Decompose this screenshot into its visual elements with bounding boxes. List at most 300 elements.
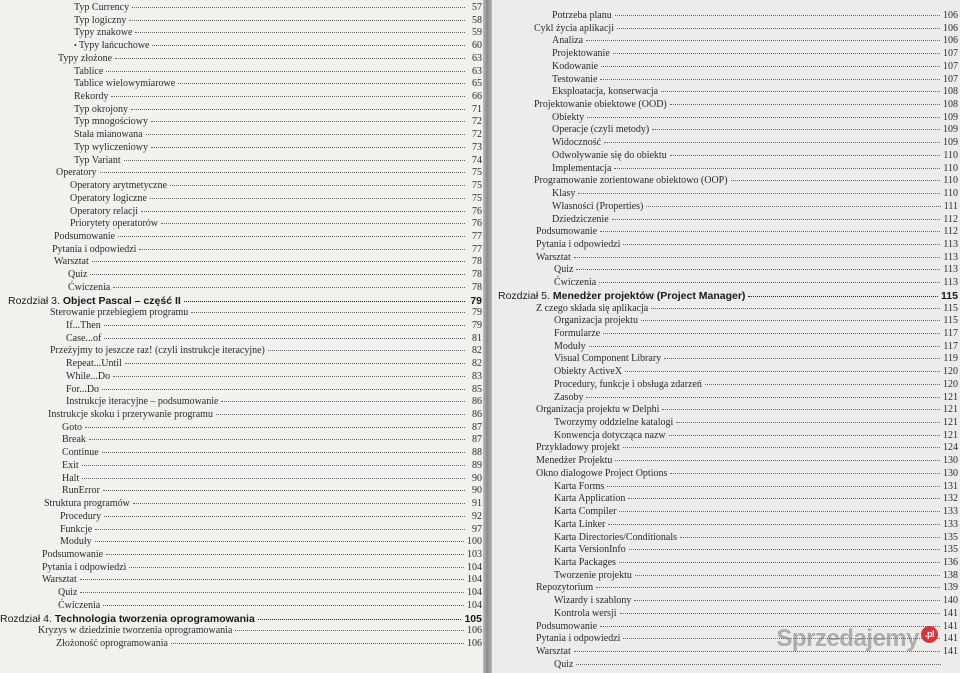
entry-title <box>536 226 597 237</box>
entry-title <box>554 417 673 428</box>
dot-leader <box>92 261 465 262</box>
page-number: 88 <box>472 447 482 459</box>
entry-title <box>62 434 86 445</box>
toc-entry <box>552 188 958 201</box>
page-number: 79 <box>472 320 482 331</box>
page-number: 76 <box>472 205 482 217</box>
page-number: 82 <box>472 358 482 370</box>
entry-text: Projektowanie <box>552 48 610 60</box>
entry-title <box>48 409 213 420</box>
entry-text: Operacje (czyli metody) <box>552 124 650 136</box>
entry-title <box>554 481 604 492</box>
page-number: 121 <box>943 429 958 441</box>
entry-text: Procedury, funkcje i obsługa zdarzeń <box>554 378 702 390</box>
book-gutter <box>483 0 492 673</box>
entry-title <box>536 303 648 314</box>
dot-leader <box>106 71 465 72</box>
toc-entry <box>56 638 482 651</box>
entry-text: Karta Application <box>554 493 626 505</box>
dot-leader <box>115 58 465 59</box>
entry-text: Instrukcje iteracyjne – podsumowanie <box>66 396 219 408</box>
entry-title <box>552 35 583 46</box>
page-number: 113 <box>943 277 958 289</box>
dot-leader <box>623 447 940 448</box>
entry-title <box>70 206 138 217</box>
toc-entry <box>534 175 958 188</box>
entry-title <box>552 48 610 59</box>
entry-text: Typ wyliczeniowy <box>74 141 149 153</box>
toc-entry <box>554 570 958 583</box>
dot-leader <box>615 15 940 16</box>
toc-entry <box>38 625 482 638</box>
entry-text: Sterowanie przebiegiem programu <box>50 307 189 319</box>
page-number: 104 <box>467 599 482 611</box>
toc-entry <box>74 2 482 15</box>
toc-entry <box>554 532 958 545</box>
entry-title <box>56 638 168 649</box>
entry-text: Visual Component Library <box>554 353 662 365</box>
dot-leader <box>600 79 940 80</box>
page-number: 87 <box>472 421 482 433</box>
chapter-number: Rozdział 5. <box>498 289 550 302</box>
entry-title <box>56 167 97 178</box>
entry-text: Stała mianowana <box>74 129 143 141</box>
toc-entry <box>74 78 482 91</box>
entry-text: Podsumowanie <box>54 230 116 242</box>
toc-entry <box>552 201 958 214</box>
entry-text: Warsztat <box>536 251 571 263</box>
entry-title <box>62 422 82 433</box>
entry-title <box>552 137 601 148</box>
entry-title <box>38 625 232 636</box>
dot-leader <box>669 435 940 436</box>
toc-entry <box>66 396 482 409</box>
page-number: 141 <box>943 607 958 619</box>
entry-title <box>536 621 597 632</box>
toc-entry <box>552 10 958 23</box>
entry-text: Widoczność <box>552 137 602 149</box>
entry-text: Struktura programów <box>44 498 130 510</box>
page-number: 100 <box>467 536 482 548</box>
entry-text: Potrzeba planu <box>552 10 612 21</box>
chapter-name: Menedżer projektów (Project Manager) <box>552 289 746 302</box>
dot-leader <box>124 160 465 161</box>
entry-text: Dziedziczenie <box>552 213 609 225</box>
dot-leader <box>576 664 941 665</box>
page-number: 113 <box>943 251 958 263</box>
chapter-name: Technologia tworzenia oprogramowania <box>54 612 255 625</box>
entry-text: If...Then <box>66 320 101 331</box>
page-number: 121 <box>943 404 958 416</box>
page-number: 136 <box>943 556 958 568</box>
entry-title <box>554 493 625 504</box>
entry-title <box>536 633 620 644</box>
toc-entry <box>552 86 958 99</box>
toc-entry <box>74 27 482 40</box>
entry-text: Podsumowanie <box>536 226 598 238</box>
toc-entry <box>552 163 958 176</box>
entry-title <box>554 570 632 581</box>
dot-leader <box>100 172 465 173</box>
page-number: 110 <box>943 149 958 161</box>
dot-leader <box>628 498 940 499</box>
entry-title <box>554 353 661 364</box>
entry-text: Operatory relacji <box>70 205 139 217</box>
toc-entry <box>68 282 482 295</box>
entry-text: Tworzenie projektu <box>554 569 632 581</box>
dot-leader <box>103 605 464 606</box>
dot-leader <box>171 643 464 644</box>
page-number: 104 <box>467 574 482 586</box>
page-number: 130 <box>943 455 958 467</box>
entry-text: Złożoność oprogramowania <box>56 638 168 649</box>
dot-leader <box>82 478 465 479</box>
entry-title <box>66 320 101 331</box>
entry-text: Przykładowy projekt <box>536 442 620 454</box>
chapter-entry <box>0 613 482 626</box>
toc-entry <box>74 40 482 53</box>
page-number: 79 <box>470 294 482 307</box>
dot-leader <box>599 282 940 283</box>
entry-title <box>552 150 667 161</box>
page-number: 108 <box>943 86 958 98</box>
entry-text: Tablice wielowymiarowe <box>74 78 176 90</box>
entry-title <box>536 646 571 657</box>
page-number: 73 <box>472 141 482 153</box>
entry-title <box>536 582 593 593</box>
dot-leader <box>90 274 465 275</box>
page-number: 120 <box>943 366 958 378</box>
toc-entry <box>554 659 958 672</box>
dot-leader <box>652 129 940 130</box>
bullet-mark: • <box>74 41 79 51</box>
toc-entry <box>54 231 482 244</box>
entry-text: Kodowanie <box>552 60 599 72</box>
entry-text: Pytania i odpowiedzi <box>52 243 137 255</box>
dot-leader <box>629 549 940 550</box>
page-number: 75 <box>472 180 482 192</box>
toc-entry <box>554 557 958 570</box>
toc-entry <box>536 582 958 595</box>
page-number: 77 <box>472 243 482 255</box>
entry-title <box>554 341 586 352</box>
page-number: 112 <box>943 226 958 238</box>
entry-text: Priorytety operatorów <box>70 218 159 230</box>
dot-leader <box>191 312 465 313</box>
entry-text: Ćwiczenia <box>58 599 101 611</box>
dot-leader <box>170 185 465 186</box>
chapter-name: Object Pascal – część II <box>62 294 181 307</box>
entry-title <box>42 574 77 585</box>
dot-leader <box>661 91 940 92</box>
dot-leader <box>651 308 940 309</box>
page-number: 109 <box>943 124 958 136</box>
dot-leader <box>662 409 940 410</box>
page-number: 83 <box>472 370 482 382</box>
page-number: 113 <box>943 238 958 250</box>
entry-title <box>66 333 101 344</box>
toc-entry <box>54 256 482 269</box>
entry-text: Wizardy i szablony <box>554 595 632 607</box>
toc-entry <box>536 468 958 481</box>
entry-title <box>74 27 132 38</box>
entry-title <box>536 442 620 453</box>
entry-text: Pytania i odpowiedzi <box>536 238 621 250</box>
page-number: 106 <box>467 638 482 649</box>
dot-leader <box>150 198 465 199</box>
dot-leader <box>104 338 465 339</box>
toc-entry <box>50 307 482 320</box>
entry-text: Przeżyjmy to jeszcze raz! (czyli instrukcje iteracyjne) <box>50 345 265 357</box>
entry-title <box>42 549 103 560</box>
toc-entry <box>536 239 958 252</box>
page-number: 106 <box>943 22 958 34</box>
dot-leader <box>604 142 940 143</box>
toc-entry <box>536 303 958 316</box>
entry-title <box>62 447 99 458</box>
entry-text: Exit <box>62 459 79 471</box>
dot-leader <box>670 155 941 156</box>
page-number: 117 <box>943 340 958 352</box>
dot-leader <box>596 587 940 588</box>
page-number: 111 <box>943 200 958 212</box>
toc-entry <box>70 193 482 206</box>
entry-text: Organizacja projektu <box>554 315 638 327</box>
toc-entry <box>554 506 958 519</box>
entry-title <box>554 608 617 619</box>
dot-leader <box>139 249 465 250</box>
entry-text: Quiz <box>58 587 78 599</box>
entry-title <box>70 218 158 229</box>
page-number: 104 <box>467 587 482 599</box>
dot-leader <box>118 236 465 237</box>
dot-leader <box>576 269 940 270</box>
toc-entry <box>68 269 482 282</box>
page-number: 90 <box>472 472 482 484</box>
toc-entry <box>554 544 958 557</box>
page-number: 71 <box>472 103 482 115</box>
page-number: 86 <box>472 396 482 408</box>
toc-entry <box>554 353 958 366</box>
entry-text: Typ logiczny <box>74 14 127 26</box>
entry-title <box>74 2 129 13</box>
page-number: 115 <box>943 302 958 314</box>
dot-leader <box>586 40 940 41</box>
page-number: 121 <box>943 417 958 429</box>
toc-entry <box>74 104 482 117</box>
dot-leader <box>133 503 465 504</box>
dot-leader <box>151 121 465 122</box>
toc-entry <box>554 366 958 379</box>
toc-entry <box>534 99 958 112</box>
entry-title <box>554 366 622 377</box>
toc-entry <box>552 112 958 125</box>
watermark-tld: .pl <box>921 626 938 643</box>
dot-leader <box>603 333 940 334</box>
entry-text: Moduły <box>554 340 586 352</box>
page-number: 119 <box>943 353 958 365</box>
entry-text: Eksploatacja, konserwacja <box>552 86 659 98</box>
entry-text: Goto <box>62 421 82 433</box>
page-number: 78 <box>472 281 482 293</box>
dot-leader <box>152 45 465 46</box>
entry-text: Typ Currency <box>74 2 130 13</box>
dot-leader <box>635 575 940 576</box>
page-number: 117 <box>943 328 958 339</box>
dot-leader <box>135 32 465 33</box>
page-number: 65 <box>472 78 482 90</box>
chapter-title <box>8 295 181 307</box>
toc-entry <box>554 519 958 532</box>
entry-text: Repozytorium <box>536 582 594 594</box>
entry-title <box>60 524 92 535</box>
entry-text: Repeat...Until <box>66 358 122 370</box>
dot-leader <box>619 511 940 512</box>
entry-title <box>536 239 620 250</box>
entry-title <box>44 498 130 509</box>
page-number: 63 <box>472 52 482 64</box>
chapter-entry <box>498 290 958 303</box>
dot-leader <box>586 397 940 398</box>
page-number: 109 <box>943 111 958 123</box>
toc-entry <box>60 536 482 549</box>
dot-leader <box>102 389 465 390</box>
entry-text: While...Do <box>66 370 111 382</box>
entry-title <box>554 392 583 403</box>
entry-text: Typy łańcuchowe <box>78 40 150 52</box>
entry-title <box>554 277 596 288</box>
entry-text: Cykl życia aplikacji <box>534 22 614 34</box>
toc-entry <box>74 155 482 168</box>
entry-text: Typ okrojony <box>74 103 129 115</box>
dot-leader <box>614 168 940 169</box>
toc-entry <box>50 345 482 358</box>
toc-entry <box>62 460 482 473</box>
page-number: 76 <box>472 218 482 230</box>
entry-text: Ćwiczenia <box>68 281 111 293</box>
entry-title <box>74 155 121 166</box>
entry-title <box>552 188 575 199</box>
entry-title <box>58 53 112 64</box>
entry-text: Halt <box>62 472 80 484</box>
entry-title <box>536 252 571 263</box>
entry-title <box>58 600 100 611</box>
dot-leader <box>102 452 465 453</box>
entry-text: Testowanie <box>552 73 598 85</box>
entry-text: RunError <box>62 485 100 497</box>
toc-entry <box>74 129 482 142</box>
page-number: 141 <box>943 646 958 657</box>
page-number: 79 <box>472 307 482 319</box>
dot-leader <box>89 439 465 440</box>
toc-entry <box>62 447 482 460</box>
dot-leader <box>82 465 465 466</box>
dot-leader <box>748 296 938 297</box>
dot-leader <box>268 350 465 351</box>
toc-entry <box>56 167 482 180</box>
entry-text: Typ Variant <box>74 154 121 166</box>
dot-leader <box>111 96 465 97</box>
entry-text: Implementacja <box>552 162 612 174</box>
page-number: 66 <box>472 91 482 103</box>
entry-title <box>534 175 728 186</box>
dot-leader <box>151 147 465 148</box>
entry-title <box>554 532 677 543</box>
toc-entry <box>552 214 958 227</box>
dot-leader <box>608 524 940 525</box>
toc-entry <box>554 493 958 506</box>
page-number: 133 <box>943 518 958 530</box>
page-number: 107 <box>943 48 958 60</box>
dot-leader <box>664 358 940 359</box>
dot-leader <box>705 384 940 385</box>
dot-leader <box>641 320 940 321</box>
page-number: 78 <box>472 256 482 268</box>
entry-title <box>552 112 584 123</box>
entry-title <box>74 40 149 51</box>
entry-title <box>554 544 626 555</box>
page-number: 110 <box>943 175 958 187</box>
dot-leader <box>95 541 464 542</box>
entry-text: Z czego składa się aplikacja <box>536 302 649 314</box>
page-number: 75 <box>472 192 482 204</box>
page-number: 132 <box>943 493 958 505</box>
page-number: 77 <box>472 230 482 242</box>
entry-text: Karta Forms <box>554 480 605 492</box>
entry-title <box>554 659 573 670</box>
entry-title <box>50 307 188 318</box>
entry-text: Karta Packages <box>554 556 616 568</box>
chapter-title <box>0 613 255 625</box>
toc-entry <box>554 392 958 405</box>
toc-entry <box>536 455 958 468</box>
entry-title <box>66 384 99 395</box>
entry-title <box>74 129 143 140</box>
page-number: 110 <box>943 188 958 200</box>
toc-entry <box>554 277 958 290</box>
entry-text: Organizacja projektu w Delphi <box>536 404 660 416</box>
toc-entry <box>536 252 958 265</box>
toc-entry <box>52 244 482 257</box>
entry-title <box>554 506 616 517</box>
entry-text: Menedżer Projektu <box>536 455 613 467</box>
entry-text: Instrukcje skoku i przerywanie programu <box>48 409 213 421</box>
page-number: 81 <box>472 332 482 344</box>
page-number: 105 <box>464 612 482 625</box>
dot-leader <box>589 346 941 347</box>
page-number: 78 <box>472 269 482 281</box>
toc-entry <box>74 91 482 104</box>
entry-title <box>552 214 609 225</box>
entry-title <box>554 264 573 275</box>
dot-leader <box>578 193 940 194</box>
entry-title <box>74 15 126 26</box>
dot-leader <box>601 66 940 67</box>
entry-title <box>74 91 108 102</box>
page-number: 139 <box>943 582 958 594</box>
toc-entry <box>552 35 958 48</box>
entry-text: Case...of <box>66 332 102 344</box>
entry-text: Analiza <box>552 35 584 47</box>
entry-title <box>536 404 659 415</box>
entry-text: Operatory <box>56 167 97 179</box>
dot-leader <box>103 490 465 491</box>
dot-leader <box>612 219 941 220</box>
entry-title <box>552 124 649 135</box>
page-number: 74 <box>472 154 482 166</box>
dot-leader <box>615 460 940 461</box>
dot-leader <box>607 486 940 487</box>
